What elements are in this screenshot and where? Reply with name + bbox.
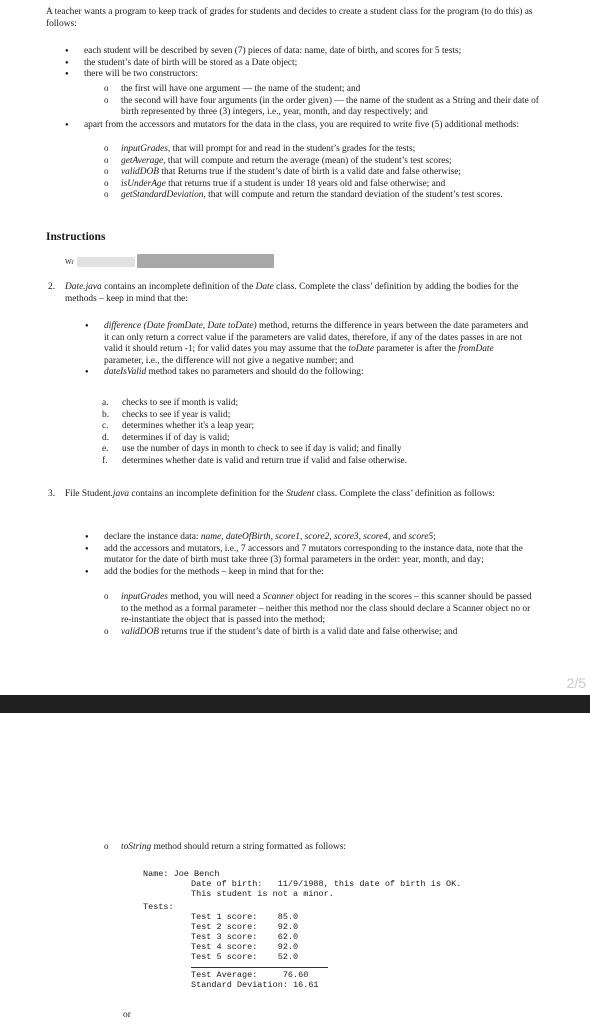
redaction-block-light: [77, 257, 135, 267]
page-separator: [0, 695, 590, 713]
list-item: [102, 432, 542, 445]
method-desc: that Returns true if the student’s date of birth is a valid date and false otherwise;: [159, 167, 462, 178]
list-item: [121, 842, 541, 854]
list-item: [104, 321, 534, 367]
method-name: validDOB: [121, 167, 160, 178]
item2-text: class. Complete the class’ definition by adding the bodies for the methods – keep in mind that the:: [65, 282, 519, 304]
sample-score-line: Test 2 score: 92.0: [191, 922, 299, 932]
method-name: inputGrades: [121, 144, 168, 154]
step-label: f.: [102, 455, 108, 466]
list-item: [102, 409, 542, 422]
method-desc: method, you will need a: [167, 592, 263, 602]
file-name: Date.java: [65, 282, 102, 292]
methods-intro: [84, 120, 554, 132]
method-name: getAverage: [121, 155, 164, 166]
step-text: checks to see if year is valid;: [122, 409, 231, 420]
method-name: getStandardDeviation: [121, 190, 204, 201]
sample-score-line: Test 4 score: 92.0: [191, 942, 299, 952]
sample-average-line: Test Average: 76.60: [191, 970, 309, 980]
method-desc: , that will prompt for and read in the student’s grades for the tests;: [167, 144, 416, 154]
validation-steps: [102, 398, 542, 468]
list-item: [104, 532, 534, 544]
tostring-item: [121, 842, 541, 854]
list-item: [121, 167, 541, 179]
list-item: [121, 190, 541, 202]
method-desc: , that will compute and return the standard deviation of the student’s test scores.: [203, 190, 503, 201]
methods-list: [121, 144, 541, 202]
item3-bullets: [104, 532, 534, 578]
sample-tests-label: Tests:: [143, 902, 174, 912]
param-name: fromDate: [458, 344, 494, 355]
list-item: ● the student’s date of birth will be stored as a Date object;: [84, 58, 554, 70]
or-label: or: [123, 1010, 131, 1020]
list-item: [102, 398, 542, 410]
list-item: [102, 455, 542, 468]
item2-paragraph: [65, 282, 525, 305]
sample-score-line: Test 3 score: 62.0: [191, 932, 299, 942]
step-label: c.: [102, 421, 109, 432]
sample-score-line: Test 1 score: 85.0: [191, 912, 299, 922]
method-name: isUnderAge: [121, 178, 166, 189]
method-name: inputGrades: [121, 592, 168, 602]
instance-var: score5: [408, 532, 434, 542]
blurred-text-start: Wr: [65, 258, 74, 266]
param-name: toDate: [348, 344, 375, 355]
list-item: ● add the accessors and mutators, i.e., 7 accessors and 7 mutators corresponding to the instance data, note that the mutator for the date of birth must take three (3) formal parameters in the order: year, month, and day;: [104, 544, 534, 567]
method-desc: method, returns the difference in years between the date parameters and it can only return a correct value if the parameters are valid dates, therefore, if any of the dates passes in are not valid it should return -1; for valid dates you may assume that the: [104, 321, 529, 355]
method-desc: , that will compute and return the average (mean) of the student’s test scores;: [163, 155, 452, 166]
divider: [191, 967, 328, 968]
method-name: toString: [121, 842, 152, 852]
sample-dob-line: Date of birth: 11/9/1988, this date of birth is OK.: [191, 879, 462, 889]
list-item: [121, 627, 533, 639]
item3-text: contains an incomplete definition for the: [129, 489, 287, 499]
bullet-text: ;: [433, 532, 436, 542]
method-desc: that returns true if a student is under 18 years old and false otherwise; and: [165, 178, 446, 189]
list-item: ● apart from the accessors and mutators for the data in the class, you are required to write five (5) additional methods:: [84, 120, 554, 132]
item2-text: contains an incomplete definition of the: [101, 282, 256, 292]
method-desc: method takes no parameters and should do the following:: [146, 367, 364, 378]
sample-name-line: Name: Joe Bench: [143, 869, 220, 879]
list-item: [121, 156, 541, 168]
list-item: [104, 367, 534, 379]
item3-sub-list: [121, 592, 533, 638]
step-text: determines whether date is valid and return true if valid and false otherwise.: [122, 455, 408, 466]
requirements-list: [84, 46, 554, 81]
instance-vars: name, dateOfBirth, score1, score2, score3, score4,: [200, 532, 391, 542]
sample-stddev-line: Standard Deviation: 16.61: [191, 980, 319, 990]
step-label: a.: [102, 398, 109, 408]
list-item: [102, 444, 542, 456]
list-item: [121, 144, 541, 156]
instructions-heading: Instructions: [46, 231, 106, 243]
list-item: ● add the bodies for the methods – keep in mind that for the:: [104, 567, 534, 579]
step-text: use the number of days in month to check to see if day is valid; and finally: [122, 444, 402, 455]
constructors-list: [121, 84, 541, 119]
page-indicator: 2/5: [566, 675, 586, 691]
method-signature: difference (Date fromDate, Date toDate): [104, 321, 257, 331]
sample-minor-line: This student is not a minor.: [191, 889, 334, 899]
step-label: e.: [102, 444, 109, 455]
class-name: Student: [286, 489, 315, 499]
document-page-2: [0, 713, 590, 1024]
list-item: ● there will be two constructors:: [84, 69, 554, 81]
step-text: determines whether it's a leap year;: [122, 421, 255, 432]
sample-score-line: Test 5 score: 52.0: [191, 952, 299, 962]
bullet-text: and: [390, 532, 409, 542]
method-name: dateIsValid: [104, 367, 147, 378]
class-name: Scanner: [262, 592, 294, 602]
file-name: .java: [110, 489, 130, 499]
method-desc: object for reading in the scores – this scanner should be passed to the method as a formal parameter – neither this method nor the class should declare a Scanner object no or re-instantiate the object that is passed into the method;: [121, 592, 532, 626]
list-item: [121, 592, 533, 627]
list-item: [102, 421, 542, 433]
list-item: [121, 179, 541, 191]
step-label: d.: [102, 432, 110, 443]
step-text: checks to see if month is valid;: [122, 398, 239, 408]
class-name: Date: [255, 282, 274, 292]
item3-text: class. Complete the class’ definition as follows:: [314, 489, 495, 499]
method-desc: returns true if the student’s date of birth is a valid date and false otherwise; and: [159, 626, 458, 637]
item-number: 2.: [48, 282, 56, 292]
list-item: o the first will have one argument — the name of the student; and: [121, 84, 541, 96]
method-name: validDOB: [121, 626, 160, 637]
bullet-text: declare the instance data:: [104, 532, 201, 542]
method-desc: parameter is after the: [374, 344, 459, 355]
redaction-block: [137, 254, 274, 268]
method-desc: parameter, i.e., the difference will not give a negative number; and: [104, 355, 354, 366]
item2-bullets: [104, 321, 534, 379]
step-label: b.: [102, 409, 110, 420]
item-number: 3.: [48, 489, 56, 499]
step-text: determines if of day is valid;: [122, 432, 230, 443]
item3-text: File Student: [65, 489, 111, 499]
intro-paragraph: A teacher wants a program to keep track of grades for students and decides to create a student class for the program (to do this) as follows:: [46, 7, 533, 29]
list-item: o the second will have four arguments (in the order given) — the name of the student as a String and their date of birth represented by three (3) integers, i.e., year, month, and day respectively; and: [121, 96, 541, 119]
list-item: ● each student will be described by seven (7) pieces of data: name, date of birth, and scores for 5 tests;: [84, 46, 554, 58]
item3-paragraph: [65, 489, 525, 501]
method-desc: method should return a string formatted as follows:: [151, 842, 346, 852]
